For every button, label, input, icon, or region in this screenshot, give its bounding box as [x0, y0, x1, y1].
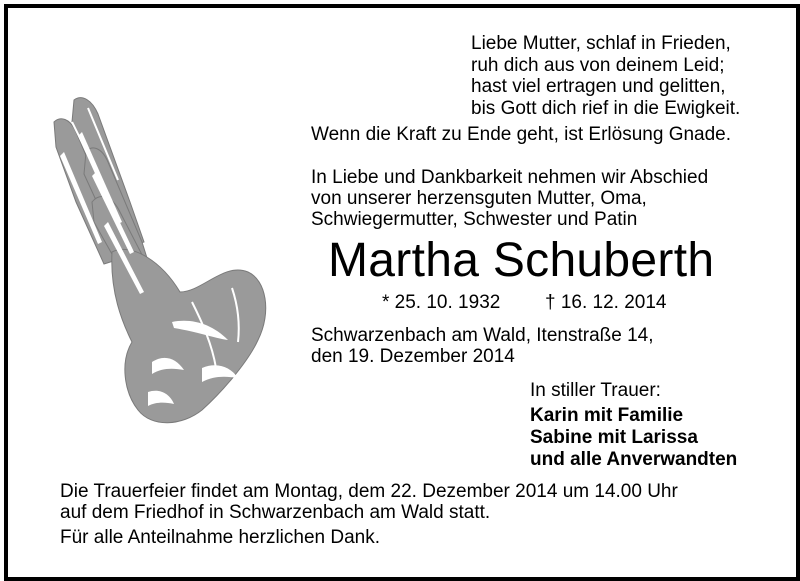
funeral-line: auf dem Friedhof in Schwarzenbach am Wald statt.: [60, 502, 491, 523]
poem-line: Liebe Mutter, schlaf in Frieden,: [471, 33, 731, 54]
mourner: Karin mit Familie: [530, 405, 684, 426]
mourner: und alle Anverwandten: [530, 449, 738, 470]
poem-line: ruh dich aus von deinem Leid;: [471, 54, 725, 76]
praying-hands-illustration: [52, 92, 277, 432]
mourning-label: In stiller Trauer:: [530, 380, 661, 401]
mourner: Sabine mit Larissa: [530, 427, 698, 448]
poem-block: [471, 33, 740, 119]
deceased-name: Martha Schuberth: [328, 234, 715, 287]
quote-text: Wenn die Kraft zu Ende geht, ist Erlösung Gnade.: [311, 124, 732, 145]
thanks-text: Für alle Anteilnahme herzlichen Dank.: [60, 527, 381, 548]
intro-line: In Liebe und Dankbarkeit nehmen wir Abschied: [311, 167, 709, 188]
funeral-line: Die Trauerfeier findet am Montag, dem 22. Dezember 2014 um 14.00 Uhr: [60, 481, 678, 502]
death-date: † 16. 12. 2014: [545, 292, 667, 313]
poem-line: hast viel ertragen und gelitten,: [471, 76, 726, 97]
intro-line: von unserer herzensguten Mutter, Oma,: [311, 188, 647, 209]
birth-date: * 25. 10. 1932: [382, 292, 501, 313]
intro-line: Schwiegermutter, Schwester und Patin: [311, 209, 638, 230]
place-line: Schwarzenbach am Wald, Itenstraße 14,: [311, 325, 654, 346]
poem-line: bis Gott dich rief in die Ewigkeit.: [471, 97, 741, 119]
date-line: den 19. Dezember 2014: [311, 346, 515, 367]
